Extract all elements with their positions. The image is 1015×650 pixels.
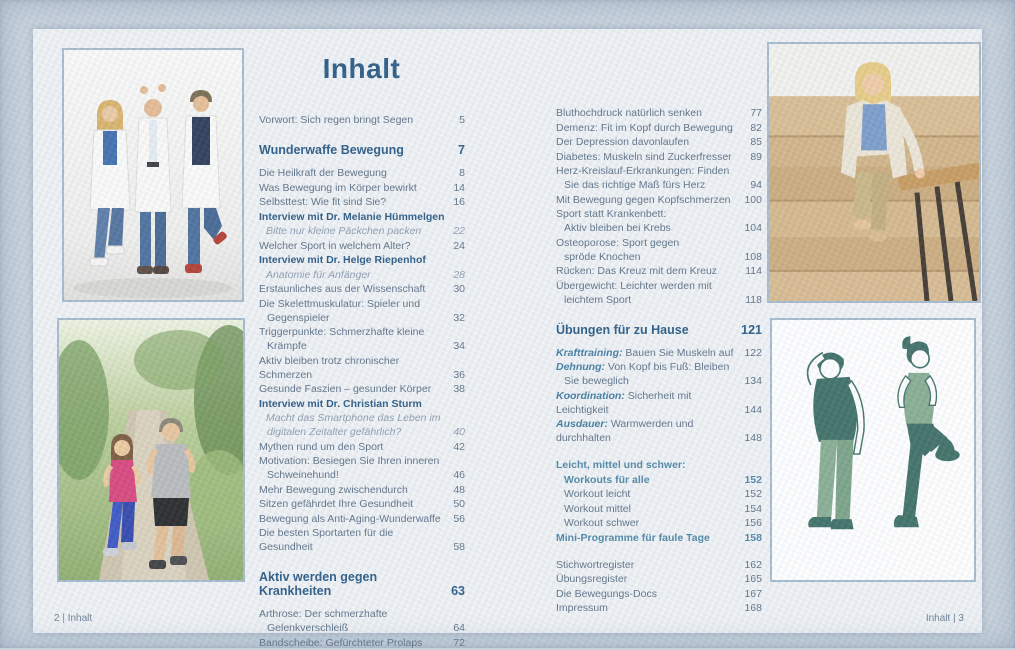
toc-column-right [556, 106, 762, 616]
toc-entry-page-number: 56 [453, 512, 465, 525]
toc-entry: Übungsregister 165 [556, 573, 762, 585]
toc-entry-page-number: 42 [453, 440, 465, 453]
page-number-left: 2 | Inhalt [54, 613, 93, 624]
toc-entry-page-number: 82 [750, 121, 762, 134]
toc-entry: Die besten Sportarten für die Gesundheit 58 [259, 527, 465, 553]
toc-entry: Diabetes: Muskeln sind Zuckerfresser 89 [556, 150, 762, 163]
toc-entry: Osteoporose: Sport gegen spröde Knochen 108 [556, 236, 762, 263]
page-title: Inhalt [322, 53, 401, 84]
toc-entry-page-number: 118 [745, 293, 762, 306]
toc-entry-page-number: 100 [744, 193, 762, 206]
toc-entry-page-number: 167 [744, 587, 762, 600]
toc-entry: Interview mit Dr. Helge Riepenhof [259, 254, 426, 266]
toc-entry-page-number: 104 [744, 222, 762, 234]
toc-entry-page-number: 156 [744, 517, 762, 529]
toc-entry-page-number: 28 [453, 268, 465, 281]
toc-entry: Aktiv bleiben trotz chronischer Schmerzen 36 [259, 354, 465, 381]
toc-entry-page-number: 122 [744, 346, 762, 359]
toc-entry: Triggerpunkte: Schmerzhafte kleine Krämpfe 34 [259, 326, 465, 352]
toc-entry: Motivation: Besiegen Sie Ihren inneren Schweinehund! 46 [259, 455, 465, 481]
woman-stairs-photo-art [769, 44, 979, 301]
toc-entry: Sitzen gefährdet Ihre Gesundheit 50 [259, 498, 465, 510]
toc-entry-page-number: 22 [453, 225, 465, 237]
toc-entry-page-number: 7 [458, 143, 465, 157]
toc-entry: Wunderwaffe Bewegung 7 [259, 143, 465, 157]
toc-entry-page-number: 162 [744, 558, 762, 571]
toc-entry-page-number: 89 [750, 150, 762, 163]
toc-entry-page-number: 77 [750, 107, 762, 119]
toc-entry-page-number: 14 [453, 181, 465, 194]
toc-entry: Impressum 168 [556, 602, 762, 614]
toc-entry: Mythen rund um den Sport 42 [259, 440, 465, 453]
toc-entry-page-number: 46 [453, 469, 465, 481]
toc-entry-page-number: 16 [453, 196, 465, 208]
toc-entry: Mit Bewegung gegen Kopfschmerzen 100 [556, 193, 762, 206]
toc-entry: Bandscheibe: Gefürchteter Prolaps 72 [259, 636, 465, 649]
toc-entry: Bitte nur kleine Päckchen packen 22 [266, 225, 465, 237]
toc-entry: Erstaunliches aus der Wissenschaft 30 [259, 283, 465, 295]
toc-entry-page-number: 36 [453, 368, 465, 381]
toc-entry: Interview mit Dr. Melanie Hümmelgen [259, 210, 445, 223]
toc-entry-page-number: 85 [750, 136, 762, 148]
toc-entry-page-number: 72 [453, 636, 465, 649]
joggers-photo-art [59, 320, 243, 580]
toc-entry-page-number: 38 [453, 383, 465, 395]
toc-entry: Die Bewegungs-Docs 167 [556, 587, 762, 600]
doctors-photo [62, 48, 244, 302]
toc-entry: Rücken: Das Kreuz mit dem Kreuz 114 [556, 265, 762, 277]
toc-entry: Demenz: Fit im Kopf durch Bewegung 82 [556, 121, 762, 134]
toc-entry: Anatomie für Anfänger 28 [266, 268, 465, 281]
toc-entry: Leicht, mittel und schwer: [556, 459, 686, 471]
toc-entry: Mehr Bewegung zwischendurch 48 [259, 483, 465, 496]
toc-entry-page-number: 108 [744, 250, 762, 263]
exercise-illustration-art [772, 320, 974, 580]
toc-entry: Workout schwer 156 [564, 517, 762, 529]
toc-entry-page-number: 144 [744, 403, 762, 416]
toc-entry: Die Skelettmuskulatur: Spieler und Gegenspieler 32 [259, 297, 465, 324]
toc-entry-page-number: 148 [744, 432, 762, 444]
toc-entry-page-number: 152 [744, 488, 762, 500]
toc-entry: Mini-Programme für faule Tage 158 [556, 531, 762, 544]
toc-entry-page-number: 34 [453, 340, 465, 352]
toc-entry-page-number: 48 [453, 483, 465, 496]
woman-stairs-photo [767, 42, 981, 303]
toc-entry: Koordination: Sicherheit mit Leichtigkeit 144 [556, 389, 762, 416]
toc-entry-page-number: 32 [453, 311, 465, 324]
toc-entry-page-number: 158 [744, 531, 762, 544]
doctors-photo-art [64, 50, 242, 300]
toc-entry-page-number: 134 [744, 375, 762, 387]
toc-entry: Arthrose: Der schmerzhafte Gelenkverschleiß 64 [259, 608, 465, 634]
toc-entry-page-number: 30 [453, 283, 465, 295]
toc-entry-page-number: 168 [744, 602, 762, 614]
toc-entry-page-number: 94 [750, 179, 762, 191]
toc-entry: Dehnung: Von Kopf bis Fuß: Bleiben Sie beweglich 134 [556, 361, 762, 387]
toc-page-spread [33, 29, 982, 649]
toc-entry: Workout mittel 154 [564, 502, 762, 515]
toc-entry: Übungen für zu Hause 121 [556, 322, 762, 337]
exercise-illustration [770, 318, 976, 582]
toc-entry-category-label: Koordination: [556, 389, 628, 402]
toc-entry: Vorwort: Sich regen bringt Segen 5 [259, 114, 465, 126]
toc-entry: Selbsttest: Wie fit sind Sie? 16 [259, 196, 465, 208]
toc-entry-page-number: 40 [453, 426, 465, 438]
toc-entry: Welcher Sport in welchem Alter? 24 [259, 239, 465, 252]
toc-entry-page-number: 5 [459, 114, 465, 126]
toc-entry-category-label: Ausdauer: [556, 418, 611, 430]
toc-entry: Sport statt Krankenbett: Aktiv bleiben bei Krebs 104 [556, 208, 762, 234]
toc-entry: Ausdauer: Warmwerden und durchhalten 148 [556, 418, 762, 444]
toc-entry: Bewegung als Anti-Aging-Wunderwaffe 56 [259, 512, 465, 525]
page-number-right: Inhalt | 3 [925, 613, 964, 624]
toc-column-left [259, 113, 465, 650]
toc-entry: Workouts für alle 152 [564, 473, 762, 486]
toc-entry-category-label: Dehnung: [556, 361, 608, 373]
joggers-photo [57, 318, 245, 582]
toc-entry-page-number: 114 [745, 265, 762, 277]
toc-entry: Was Bewegung im Körper bewirkt 14 [259, 181, 465, 194]
toc-entry-page-number: 154 [744, 502, 762, 515]
toc-entry-page-number: 58 [453, 541, 465, 553]
toc-entry: Interview mit Dr. Christian Sturm [259, 397, 422, 410]
toc-entry: Die Heilkraft der Bewegung 8 [259, 167, 465, 179]
toc-entry: Herz-Kreislauf-Erkrankungen: Finden Sie das richtige Maß fürs Herz 94 [556, 165, 762, 191]
toc-entry-page-number: 8 [459, 167, 465, 179]
toc-entry: Krafttraining: Bauen Sie Muskeln auf 122 [556, 346, 762, 359]
toc-entry-page-number: 64 [453, 622, 465, 634]
toc-entry-page-number: 50 [453, 498, 465, 510]
toc-entry-page-number: 121 [741, 322, 762, 337]
toc-entry-page-number: 165 [744, 573, 762, 585]
toc-entry: Der Depression davonlaufen 85 [556, 136, 762, 148]
toc-entry: Stichwortregister 162 [556, 558, 762, 571]
toc-entry: Gesunde Faszien – gesunder Körper 38 [259, 383, 465, 395]
toc-entry: Bluthochdruck natürlich senken 77 [556, 107, 762, 119]
toc-entry: Aktiv werden gegen Krankheiten 63 [259, 570, 465, 598]
toc-entry-category-label: Krafttraining: [556, 346, 626, 359]
toc-entry: Übergewicht: Leichter werden mit leichtem Sport 118 [556, 279, 762, 306]
toc-entry: Workout leicht 152 [564, 488, 762, 500]
toc-entry-page-number: 63 [451, 584, 465, 598]
toc-entry-page-number: 152 [744, 473, 762, 486]
toc-entry-page-number: 24 [453, 239, 465, 252]
toc-entry: Macht das Smartphone das Leben im digitalen Zeitalter gefährlich? 40 [266, 412, 465, 438]
